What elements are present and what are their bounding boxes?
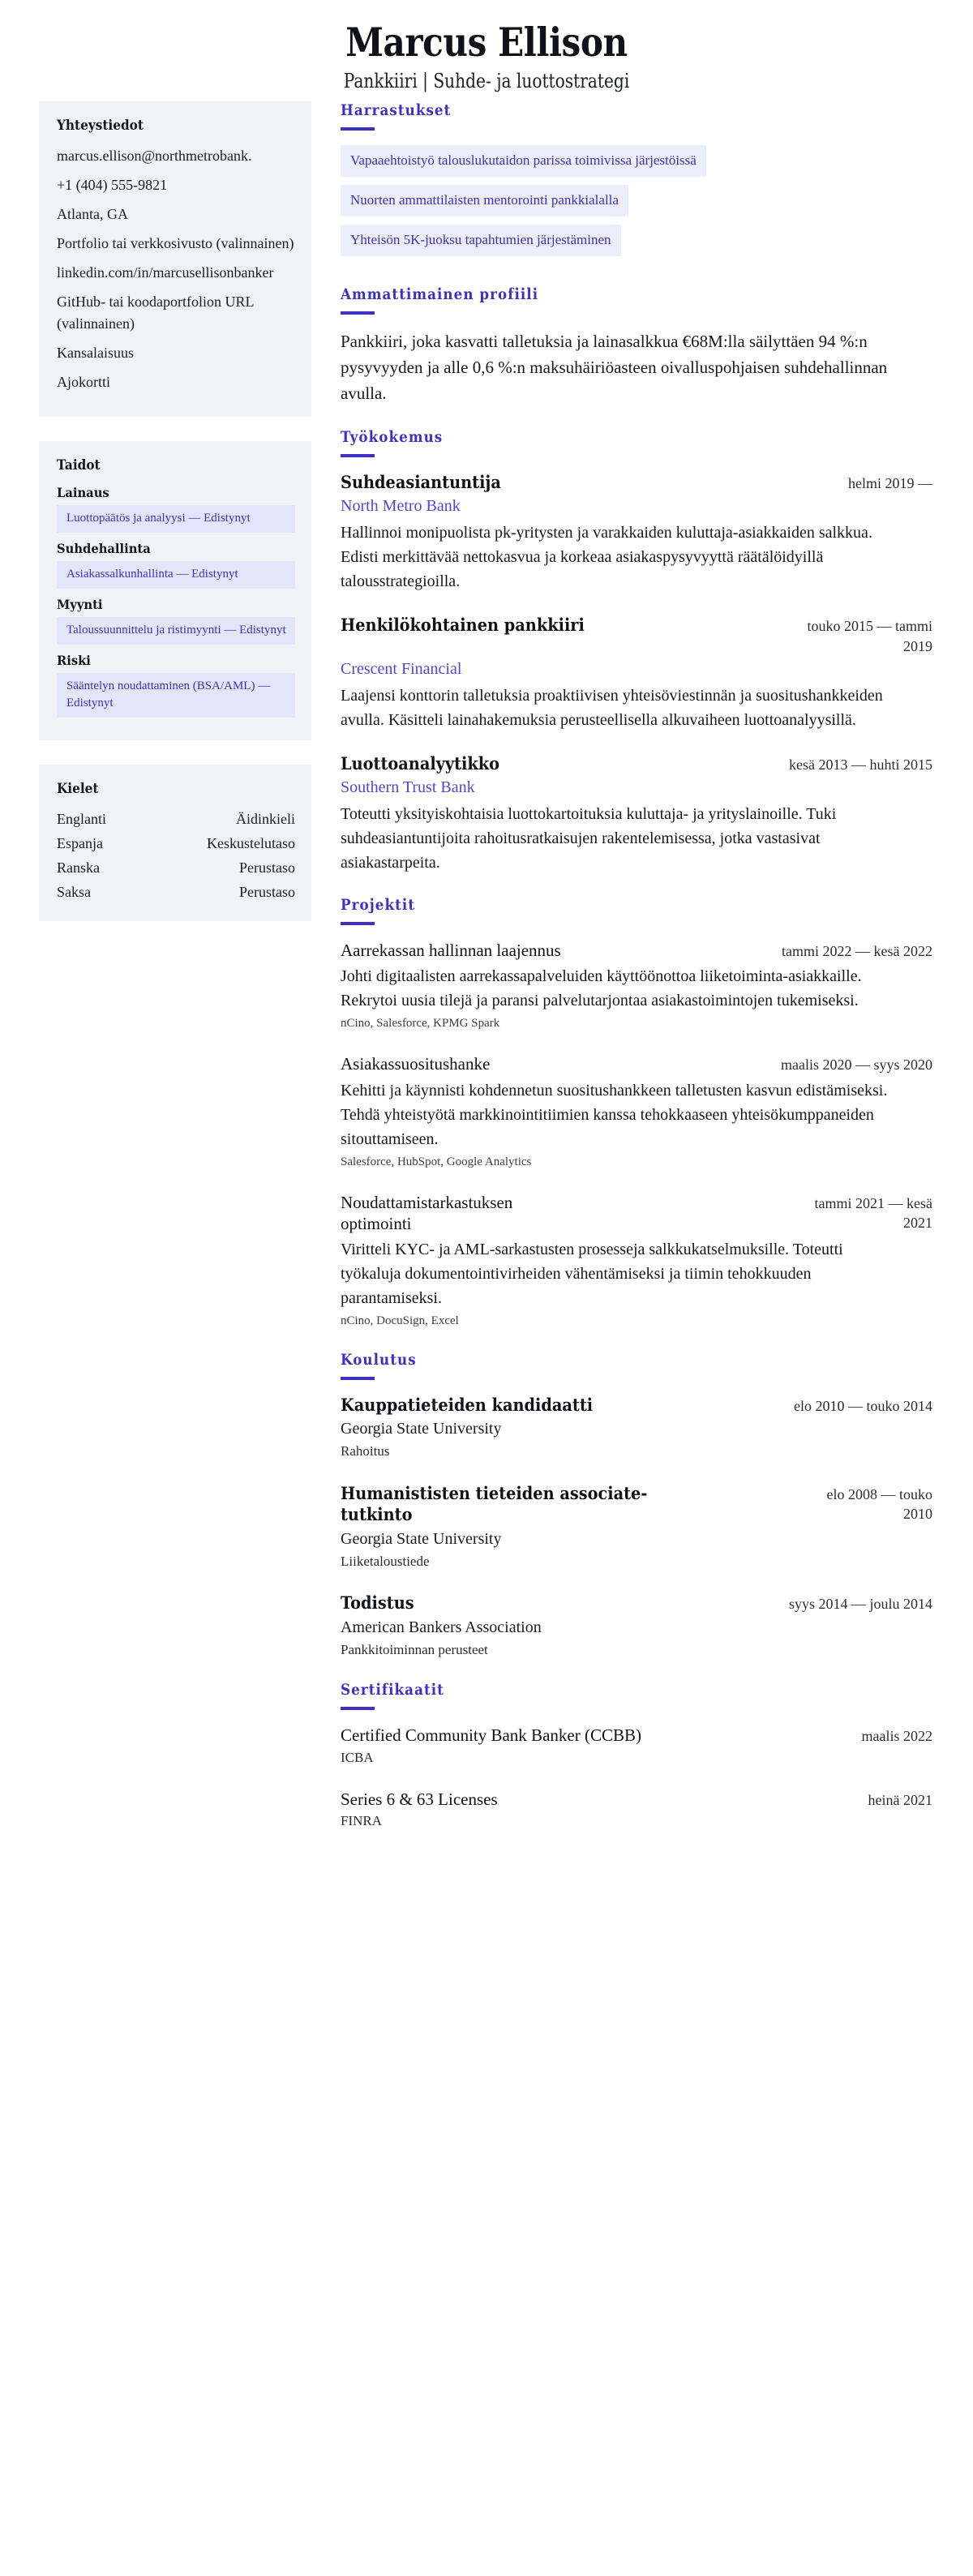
project-title: Noudattamistarkastuksen optimointi: [341, 1192, 513, 1233]
skill-chip: Asiakassalkunhallinta — Edistynyt: [57, 561, 295, 589]
field-of-study: Liiketaloustiede: [341, 1553, 430, 1569]
languages-panel: [39, 765, 311, 922]
education-section: [341, 1351, 932, 1660]
job-description: Toteutti yksityiskohtaisia luottokartoituksia kuluttaja- ja yrityslainoille. Tuki suhdeasiantuntijoita rahoitusratkaisujen rakentelemisessa, jotka vastasivat asiakastarpeita.: [341, 805, 837, 872]
skill-chip: Sääntelyn noudattaminen (BSA/AML) — Edistynyt: [57, 673, 295, 718]
skill-group-label: Myynti: [57, 596, 103, 612]
school-name: Georgia State University: [341, 1529, 502, 1548]
language-level: Äidinkieli: [236, 810, 295, 827]
job-company: North Metro Bank: [341, 497, 461, 516]
entry-header: [341, 615, 932, 656]
skills-panel: [39, 441, 311, 740]
profile-title: Ammattimainen profiili: [341, 285, 539, 304]
interest-chip: Vapaaehtoistyö talouslukutaidon parissa toimivissa järjestöissä: [341, 145, 706, 177]
certification-title: Series 6 & 63 Licenses: [341, 1789, 498, 1810]
project-date: maalis 2020 — syys 2020: [781, 1057, 932, 1074]
skill-chip: Luottopäätös ja analyysi — Edistynyt: [57, 505, 295, 533]
interests-title: Harrastukset: [341, 101, 452, 119]
certifications-title: Sertifikaatit: [341, 1681, 444, 1699]
section-rule: [341, 311, 375, 315]
resume-header: [0, 0, 973, 101]
degree-date: syys 2014 — joulu 2014: [788, 1596, 932, 1613]
section-rule: [341, 454, 375, 457]
certification-date: heinä 2021: [868, 1792, 932, 1809]
entry-header: [341, 1192, 932, 1235]
education-entry: [341, 1483, 932, 1571]
certification-issuer: FINRA: [341, 1813, 383, 1829]
field-of-study: Rahoitus: [341, 1443, 390, 1459]
certification-title: Certified Community Bank Banker (CCBB): [341, 1725, 641, 1746]
contact-panel: [39, 101, 311, 417]
skill-group-label: Riski: [57, 652, 91, 668]
skill-group-label: Suhdehallinta: [57, 540, 151, 556]
section-rule: [341, 1707, 375, 1710]
entry-header: [341, 753, 932, 774]
language-name: Ranska: [57, 859, 100, 876]
degree-title: Humanististen tieteiden associate-tutkinto: [341, 1483, 648, 1525]
professional-headline: Pankkiiri | Suhde- ja luottostrategi: [343, 69, 630, 92]
experience-entry: [341, 472, 932, 594]
certifications-section: [341, 1681, 932, 1832]
project-title: Asiakassuositushanke: [341, 1054, 491, 1074]
experience-entry: [341, 753, 932, 875]
contact-github[interactable]: GitHub- tai koodaportfolion URL (valinnainen): [57, 293, 254, 332]
projects-title: Projektit: [341, 896, 416, 915]
education-entry: [341, 1395, 932, 1462]
interest-item: [341, 185, 932, 225]
language-name: Espanja: [57, 834, 103, 851]
experience-entry: [341, 615, 932, 732]
contact-citizenship: Kansalaisuus: [57, 344, 134, 361]
job-description: Laajensi konttorin talletuksia proaktiivisen yhteisöviestinnän ja suositushankkeiden avulla. Käsitteli lainahakemuksia perusteellisella alkuvaiheen luottoanalyysillä.: [341, 686, 883, 729]
job-title: Suhdeasiantuntija: [341, 471, 501, 492]
page-title: Marcus Ellison: [345, 19, 628, 66]
section-rule: [341, 1377, 375, 1380]
certification-issuer: ICBA: [341, 1749, 374, 1765]
main-column: [341, 101, 932, 1853]
language-row: [57, 881, 295, 904]
project-date: tammi 2022 — kesä 2022: [782, 943, 932, 960]
certification-entry: [341, 1789, 932, 1832]
contact-email[interactable]: marcus.ellison@northmetrobank.: [57, 147, 252, 164]
project-description: Viritteli KYC- ja AML-sarkastusten prosesseja salkkukatselmuksille. Toteutti työkaluja dokumentointivirheiden vähentämiseksi ja tiimin tehokkuuden parantamiseksi.: [341, 1241, 843, 1308]
skill-group: [57, 485, 295, 533]
language-name: Englanti: [57, 810, 106, 827]
contact-linkedin[interactable]: linkedin.com/in/marcusellisonbanker: [57, 264, 274, 281]
project-description: Kehitti ja käynnisti kohdennetun suositushankkeen talletusten kasvun edistämiseksi. Tehdä yhteistyötä markkinointitiimien kanssa tehokkaaseen yhteisökumppaneiden sitouttamiseen.: [341, 1081, 888, 1148]
language-row: [57, 857, 295, 880]
skill-group: [57, 597, 295, 645]
job-title: Luottoanalyytikko: [341, 752, 500, 774]
project-title: Aarrekassan hallinnan laajennus: [341, 941, 561, 961]
project-stack: nCino, Salesforce, KPMG Spark: [341, 1017, 500, 1031]
entry-header: [341, 1395, 932, 1416]
degree-date: elo 2008 — touko 2010: [826, 1486, 932, 1523]
experience-title: Työkokemus: [341, 427, 444, 446]
project-entry: [341, 1192, 932, 1331]
language-row: [57, 833, 295, 855]
skill-chip: Taloussuunnittelu ja ristimyynti — Edistynyt: [57, 617, 295, 645]
degree-date: elo 2010 — touko 2014: [794, 1398, 932, 1415]
contact-phone[interactable]: +1 (404) 555-9821: [57, 176, 168, 193]
interest-item: [341, 225, 932, 264]
skill-group-label: Lainaus: [57, 484, 109, 500]
project-stack: nCino, DocuSign, Excel: [341, 1314, 459, 1328]
project-entry: [341, 1053, 932, 1170]
project-date: tammi 2021 — kesä 2021: [814, 1194, 932, 1231]
project-entry: [341, 940, 932, 1032]
skill-group: [57, 653, 295, 718]
skill-group: [57, 541, 295, 589]
languages-title: Kielet: [57, 780, 99, 797]
education-entry: [341, 1592, 932, 1660]
project-description: Johti digitaalisten aarrekassapalveluiden käyttöönottoa liiketoiminta-asiakkaille. Rekrytoi uusia tilejä ja paransi palvelutarjontaa asiakastoimintojen tukemiseksi.: [341, 967, 862, 1010]
profile-text: Pankkiiri, joka kasvatti talletuksia ja lainasalkkua €68M:lla säilyttäen 94 %:n pysyvyyden ja alle 0,6 %:n maksuhäiriöasteen oivalluspohjaisen suhdehallinnan avulla.: [341, 332, 888, 403]
certification-entry: [341, 1725, 932, 1768]
entry-header: [341, 1725, 932, 1746]
school-name: Georgia State University: [341, 1420, 502, 1438]
field-of-study: Pankkitoiminnan perusteet: [341, 1641, 488, 1657]
language-row: [57, 808, 295, 831]
language-level: Perustaso: [239, 859, 295, 876]
interest-item: [341, 145, 932, 185]
contact-location: Atlanta, GA: [57, 205, 128, 222]
contact-drivers-license: Ajokortti: [57, 373, 110, 390]
entry-header: [341, 472, 932, 493]
interests-section: [341, 101, 932, 264]
sidebar: [39, 101, 311, 946]
job-date: helmi 2019 —: [848, 474, 932, 491]
job-title: Henkilökohtainen pankkiiri: [341, 615, 585, 636]
section-rule: [341, 922, 375, 925]
project-stack: Salesforce, HubSpot, Google Analytics: [341, 1155, 532, 1168]
entry-header: [341, 1592, 932, 1614]
job-company: Southern Trust Bank: [341, 778, 475, 797]
entry-header: [341, 1789, 932, 1810]
degree-title: Todistus: [341, 1592, 414, 1614]
job-company: Crescent Financial: [341, 659, 462, 678]
certification-date: maalis 2022: [861, 1728, 932, 1745]
section-rule: [341, 127, 375, 131]
entry-header: [341, 1053, 932, 1074]
contact-title: Yhteystiedot: [57, 117, 144, 134]
school-name: American Bankers Association: [341, 1618, 542, 1636]
degree-title: Kauppatieteiden kandidaatti: [341, 1395, 594, 1416]
skills-title: Taidot: [57, 456, 101, 474]
projects-section: [341, 896, 932, 1330]
job-date: kesä 2013 — huhti 2015: [789, 756, 932, 773]
language-name: Saksa: [57, 883, 91, 900]
profile-section: [341, 285, 932, 407]
interest-chip: Nuorten ammattilaisten mentorointi pankkialalla: [341, 185, 628, 216]
contact-portfolio[interactable]: Portfolio tai verkkosivusto (valinnainen): [57, 234, 294, 251]
job-description: Hallinnoi monipuolista pk-yritysten ja varakkaiden kuluttaja-asiakkaiden salkkua. Edisti merkittävää nettokasvua ja korkeaa asiakaspysyvyyttä räätälöidyillä talousstrategioilla.: [341, 524, 872, 591]
language-level: Perustaso: [239, 883, 295, 900]
language-level: Keskustelutaso: [207, 834, 295, 851]
experience-section: [341, 428, 932, 875]
job-date: touko 2015 — tammi 2019: [807, 618, 932, 654]
entry-header: [341, 1483, 932, 1526]
entry-header: [341, 940, 932, 961]
interest-chip: Yhteisön 5K-juoksu tapahtumien järjestäminen: [341, 225, 621, 256]
education-title: Koulutus: [341, 1351, 417, 1369]
